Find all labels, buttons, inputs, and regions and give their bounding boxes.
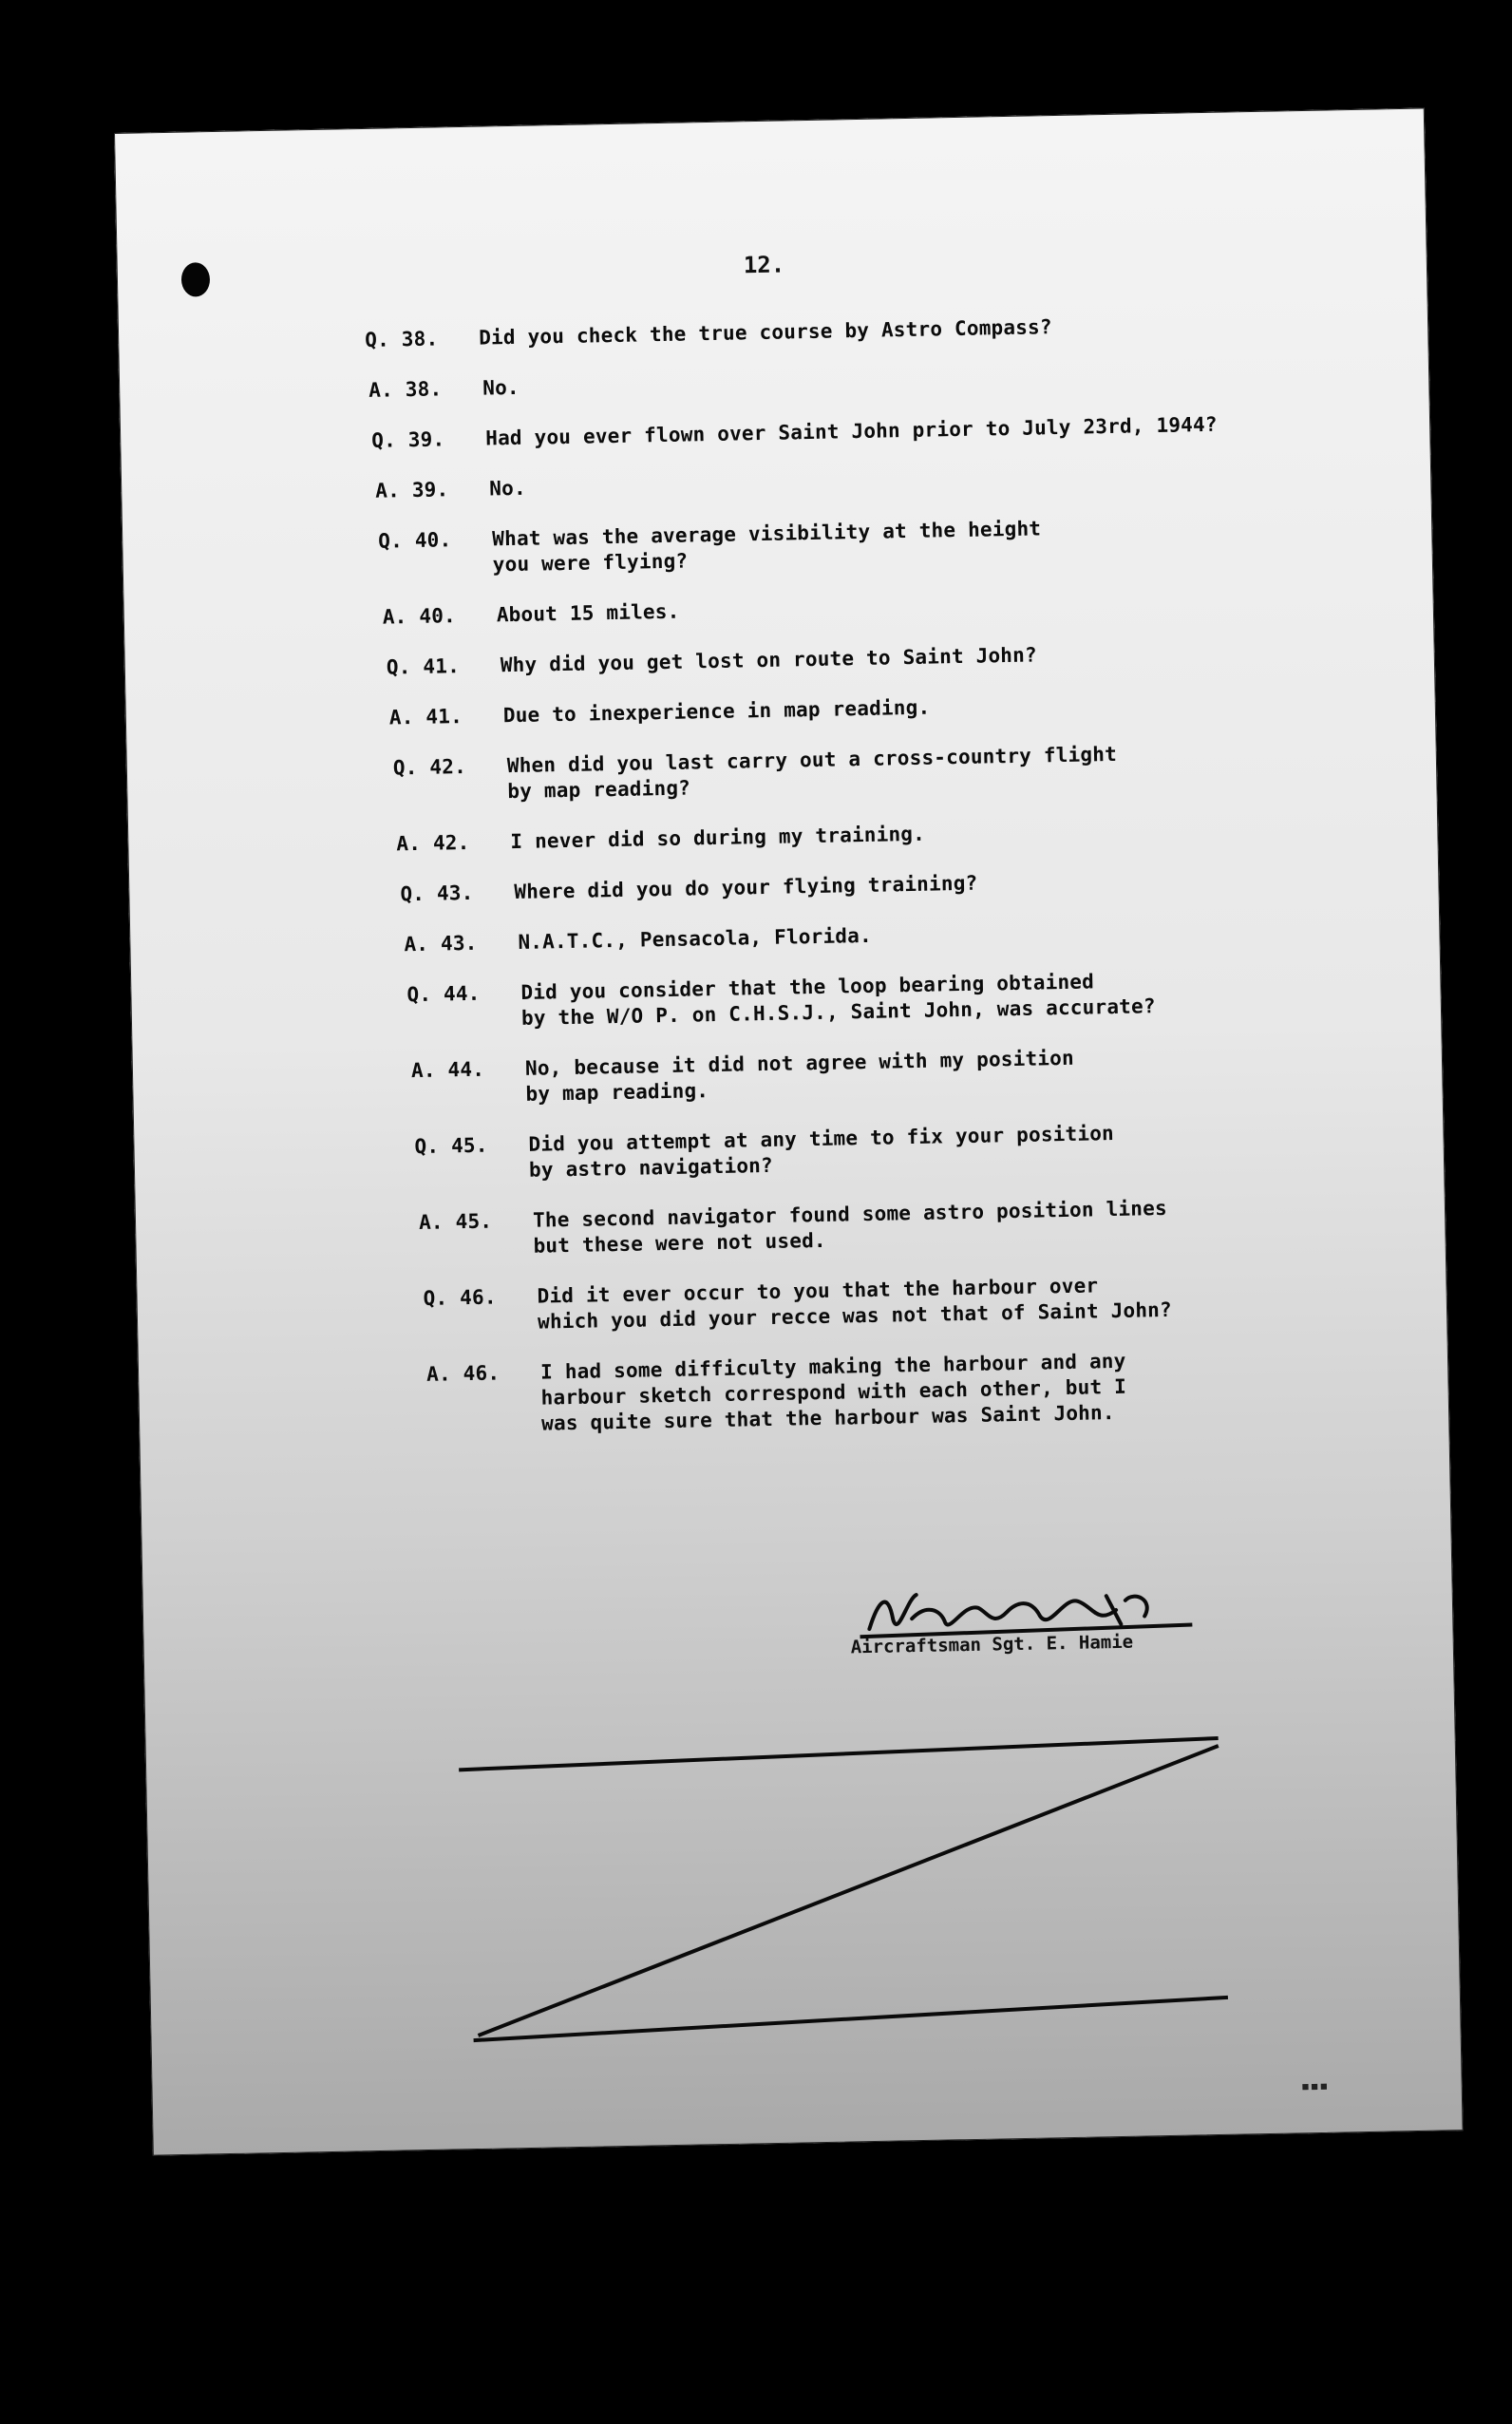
entry-line: Due to inexperience in map reading. [502,695,931,728]
entry-line: was quite sure that the harbour was Saint John. [540,1401,1115,1435]
entry-line: No. [489,476,527,501]
entry-label: Q. 44. [406,981,481,1007]
document-page [114,108,1464,2156]
entry-label: A. 44. [410,1057,485,1083]
entry-line: The second navigator found some astro position lines [532,1196,1168,1232]
page-number: 12. [743,251,785,279]
entry-label: A. 42. [396,830,470,856]
strike-through-lines [114,108,1464,2156]
entry-label: A. 46. [425,1361,501,1386]
entry-label: Q. 39. [371,427,445,452]
entry-label: A. 38. [369,377,443,402]
entry-line: Why did you get lost on route to Saint John? [500,643,1038,677]
entry-line: Did you attempt at any time to fix your position [528,1121,1115,1156]
entry-line: I never did so during my training. [510,822,926,854]
entry-line: but these were not used. [533,1228,826,1258]
entry-label: Q. 42. [392,755,467,780]
entry-line: Did you consider that the loop bearing obtained [520,970,1095,1004]
corner-stamp-mark: ▪▪▪ [1300,2075,1329,2095]
entry-line: by astro navigation? [528,1153,774,1182]
entry-line: No, because it did not agree with my position [524,1046,1075,1080]
entry-line: by map reading? [507,776,691,804]
entry-label: Q. 46. [423,1285,497,1310]
entry-label: Q. 40. [378,528,452,553]
entry-label: A. 41. [388,705,463,729]
entry-line: What was the average visibility at the height [492,517,1042,551]
entry-line: Where did you do your flying training? [514,871,978,904]
entry-line: Did it ever occur to you that the harbour over [537,1274,1099,1308]
entry-line: harbour sketch correspond with each other, but I [540,1374,1127,1410]
entry-line: Had you ever flown over Saint John prior to July 23rd, 1944? [485,412,1218,450]
entry-label: A. 39. [375,478,449,502]
entry-line: by map reading. [525,1079,709,1106]
entry-label: A. 45. [418,1209,493,1235]
entry-label: Q. 45. [414,1133,488,1159]
entry-line: Did you check the true course by Astro Compass? [478,315,1052,350]
entry-line: No. [482,375,520,400]
entry-label: A. 43. [404,931,478,956]
entry-line: which you did your recce was not that of Saint John? [537,1297,1173,1334]
entry-label: Q. 41. [386,654,461,679]
entry-label: Q. 43. [400,881,474,906]
entry-line: About 15 miles. [496,599,680,627]
entry-line: When did you last carry out a cross-country flight [506,742,1118,778]
entry-label: A. 40. [382,604,457,629]
entry-line: I had some difficulty making the harbour and any [539,1349,1126,1384]
entry-line: you were flying? [492,549,689,577]
signer-name: Aircraftsman Sgt. E. Hamie [850,1631,1134,1658]
entry-line: N.A.T.C., Pensacola, Florida. [518,923,873,954]
entry-label: Q. 38. [365,327,439,351]
entry-line: by the W/O P. on C.H.S.J., Saint John, was accurate? [520,994,1156,1030]
